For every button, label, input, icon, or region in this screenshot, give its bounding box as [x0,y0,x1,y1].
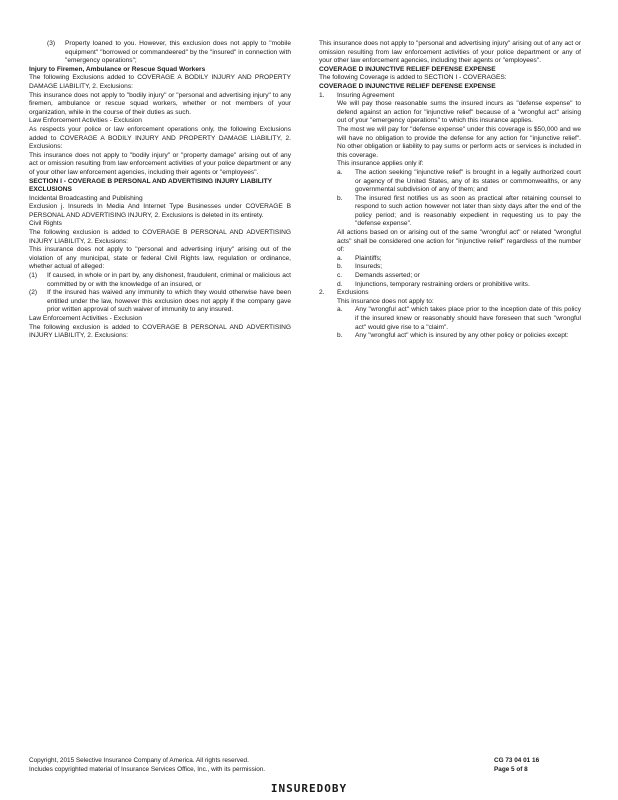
coverage-d-heading: COVERAGE D INJUNCTIVE RELIEF DEFENSE EXPENSE [319,65,496,73]
item-marker: a. [337,254,343,262]
list-item-insureds [319,263,581,272]
item-text: Insureds; [355,263,383,271]
list-item-injunctions [319,281,581,290]
copyright-line-2: Includes copyrighted material of Insurance Services Office, Inc., with its permission. [29,766,266,773]
copyright-line-1: Copyright, 2015 Selective Insurance Company of America. All rights reserved. [29,757,249,764]
item-marker: 2. [319,289,325,297]
condition-a [319,169,581,195]
form-number: CG 73 04 01 16 [494,757,540,764]
item-marker: 1. [319,91,325,99]
item-marker: a. [337,168,343,176]
exclusions-item-heading: Exclusions [337,289,369,297]
item-text: Any "wrongful act" which is insured by any other policy or policies except: [355,332,569,340]
item-marker: d. [337,280,343,288]
civil-rights-item-2 [29,289,291,315]
insuring-agreement-item [319,92,581,101]
item-text: Injunctions, temporary restraining orders or prohibitive writs. [355,280,530,288]
law-enforcement-paragraph-2: This insurance does not apply to "bodily injury" or "property damage" arising out of any act or omission resulting from law enforcement activities of your police department or any of your other law enforcement agencies, including their agents or "employees". [29,151,291,176]
incidental-paragraph: Exclusion j. Insureds In Media And Internet Type Businesses under COVERAGE B PERSONAL AND ADVERTISING INJURY, 2. Exclusions is deleted in its entirety. [29,203,291,219]
law-enforcement-2-paragraph-2: This insurance does not apply to "personal and advertising injury" arising out of any act or omission resulting from law enforcement activities of your police department or any of your other law enforcement agencies, including their agents or "employees". [319,40,581,65]
item-text: Demands asserted; or [355,272,420,280]
insuring-agreement-heading: Insuring Agreement [337,91,395,99]
insuring-agreement-paragraph-1: We will pay those reasonable sums the insured incurs as "defense expense" to defend against an action for "injunctive relief" because of a "wrongful act" arising out of your "emergency operations" to which this insurance applies. [337,100,581,125]
law-enforcement-2-paragraph: The following exclusion is added to COVERAGE B PERSONAL AND ADVERTISING INJURY LIABILITY, 2. Exclusions: [29,323,291,340]
insuring-agreement-paragraph-3: This insurance applies only if: [337,160,424,168]
law-enforcement-heading: Law Enforcement Activities - Exclusion [29,117,142,125]
item-marker: a. [337,306,343,314]
exclusions-heading: EXCLUSIONS [29,186,72,194]
item-marker: b. [337,332,343,340]
watermark-logo: INSUREDOBY [270,782,348,795]
item-text: The insured first notifies us as soon as practical after retaining counsel to respond to such action however not later than sixty days after the end of the policy period; and is reasonably expedient in requesting us to pay the "defense expense". [355,194,581,228]
exclusion-a [319,306,581,332]
injury-heading: Injury to Firemen, Ambulance or Rescue Squad Workers [29,65,206,73]
item-marker: (1) [29,272,38,280]
civil-rights-heading: Civil Rights [29,220,62,228]
copyright-footer [29,756,389,774]
list-item-demands [319,272,581,281]
list-item-plaintiffs [319,255,581,264]
form-footer [494,756,594,774]
law-enforcement-paragraph-1: As respects your police or law enforcement operations only, the following Exclusions added to COVERAGE A BODILY INJURY AND PROPERTY DAMAGE LIABILITY, 2. Exclusions: [29,125,291,151]
exclusion-b [319,332,581,341]
condition-b [319,195,581,229]
item-marker: (3) [47,40,56,47]
item-text: The action seeking "injunctive relief" is brought in a legally authorized court or agency of the United States, any of its states or commonwealths, or any governmental subdivision of any of them; and [355,168,581,194]
coverage-d-paragraph: The following Coverage is added to SECTION I - COVERAGES: [319,74,507,82]
injury-paragraph-2: This insurance does not apply to "bodily injury" or "personal and advertising injury" to any firemen, ambulance or rescue squad workers, whether or not members of your organization, while in the course of their duties as such. [29,91,291,116]
item-text: Plaintiffs; [355,254,382,262]
page-number: Page 5 of 8 [494,766,528,773]
coverage-d-heading-2: COVERAGE D INJUNCTIVE RELIEF DEFENSE EXPENSE [319,82,496,90]
all-actions-paragraph: All actions based on or arising out of the same "wrongful act" or related "wrongful acts" shall be considered one action for "injunctive relief" regardless of the number of: [337,229,581,254]
insuring-agreement-paragraph-2: The most we will pay for "defense expense" under this coverage is $50,000 and we will have no obligation to provide the defense for any action for "injunctive relief". No other obligation or liability to pay sums or perform acts or services is included in this coverage. [337,125,581,159]
civil-rights-item-1 [29,272,291,289]
section-coverage-b-heading: SECTION I - COVERAGE B PERSONAL AND ADVERTISING INJURY LIABILITY [29,177,273,185]
item-text: Property loaned to you. However, this exclusion does not apply to "mobile equipment" "borrowed or commandeered" by the "insured" in connection with "emergency operations"; [65,40,291,65]
item-marker: b. [337,194,343,202]
left-column [29,40,291,341]
property-loaned-item [29,40,291,66]
item-text: If caused, in whole or in part by, any dishonest, fraudulent, criminal or malicious act committed by or with the knowledge of an insured, or [47,272,291,288]
item-marker: c. [337,272,343,280]
exclusions-paragraph: This insurance does not apply to: [337,297,434,305]
civil-rights-paragraph-2: This insurance does not apply to "personal and advertising injury" arising out of the violation of any municipal, state or federal Civil Rights law, regulation or ordinance, whether actual of alleged: [29,246,291,271]
right-column [319,40,581,341]
civil-rights-paragraph-1: The following exclusion is added to COVERAGE B PERSONAL AND ADVERTISING INJURY LIABILITY, 2. Exclusions: [29,229,291,245]
item-marker: (2) [29,289,38,297]
item-text: If the insured has waived any immunity to which they would otherwise have been entitled under the law, however this exclusion does not apply if the company gave prior written approval of such waiver of immunity to any insured. [47,289,291,314]
incidental-heading: Incidental Broadcasting and Publishing [29,194,143,202]
law-enforcement-heading-2: Law Enforcement Activities - Exclusion [29,315,142,322]
exclusions-item [319,289,581,298]
item-marker: b. [337,263,343,271]
item-text: Any "wrongful act" which takes place prior to the inception date of this policy if the insured knew or reasonably should have foreseen that such "wrongful act" would give rise to a "claim". [355,306,581,331]
injury-paragraph-1: The following Exclusions added to COVERAGE A BODILY INJURY AND PROPERTY DAMAGE LIABILITY, 2. Exclusions: [29,74,291,90]
